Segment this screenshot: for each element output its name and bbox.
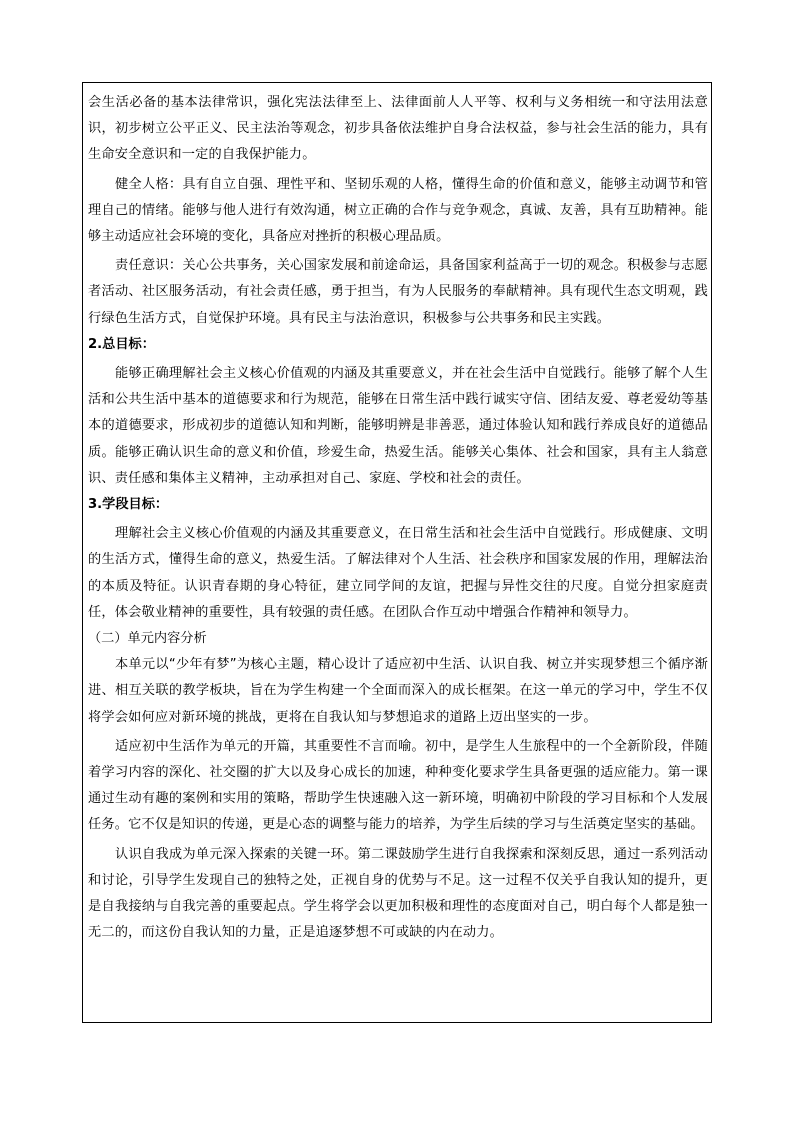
paragraph-unit-theme: 本单元以“少年有梦”为核心主题，精心设计了适应初中生活、认识自我、树立并实现梦想三个循序渐进、相互关联的教学板块，旨在为学生构建一个全面而深入的成长框架。在这一单元的学习中，学生不仅将学会如何应对新环境的挑战，更将在自我认知与梦想追求的道路上迈出坚实的一步。 bbox=[88, 657, 708, 725]
document-body bbox=[88, 90, 708, 947]
heading-overall-goal: 2.总目标： bbox=[88, 336, 155, 352]
heading-stage-goal: 3.学段目标： bbox=[88, 497, 169, 513]
paragraph-overall-goal: 能够正确理解社会主义核心价值观的内涵及其重要意义，并在社会生活中自觉践行。能够了解个人生活和公共生活中基本的道德要求和行为规范，能够在日常生活中践行诚实守信、团结友爱、尊老爱幼等基本的道德要求，形成初步的道德认知和判断，能够明辨是非善恶，通过体验认知和践行养成良好的道德品质。能够正确认识生命的意义和价值，珍爱生命，热爱生活。能够关心集体、社会和国家，具有主人翁意识、责任感和集体主义精神，主动承担对自己、家庭、学校和社会的责任。 bbox=[88, 366, 708, 486]
paragraph-law-awareness: 会生活必备的基本法律常识，强化宪法法律至上、法律面前人人平等、权利与义务相统一和守法用法意识，初步树立公平正义、民主法治等观念，初步具备依法维护自身合法权益，参与社会生活的能力，具有生命安全意识和一定的自我保护能力。 bbox=[88, 95, 708, 163]
paragraph-know-yourself: 认识自我成为单元深入探索的关键一环。第二课鼓励学生进行自我探索和深刻反思，通过一系列活动和讨论，引导学生发现自己的独特之处，正视自身的优势与不足。这一过程不仅关乎自我认知的提升，更是自我接纳与自我完善的重要起点。学生将学会以更加积极和理性的态度面对自己，明白每个人都是独一无二的，而这份自我认知的力量，正是追逐梦想不可或缺的内在动力。 bbox=[88, 846, 708, 941]
paragraph-adapt-junior-high: 适应初中生活作为单元的开篇，其重要性不言而喻。初中，是学生人生旅程中的一个全新阶段，伴随着学习内容的深化、社交圈的扩大以及身心成长的加速，种种变化要求学生具备更强的适应能力。第一课通过生动有趣的案例和实用的策略，帮助学生快速融入这一新环境，明确初中阶段的学习目标和个人发展任务。它不仅是知识的传递，更是心态的调整与能力的培养，为学生后续的学习与生活奠定坚实的基础。 bbox=[88, 738, 708, 833]
paragraph-healthy-personality: 健全人格：具有自立自强、理性平和、坚韧乐观的人格，懂得生命的价值和意义，能够主动调节和管理自己的情绪。能够与他人进行有效沟通，树立正确的合作与竞争观念，真诚、友善，具有互助精神。能够主动适应社会环境的变化，具备应对挫折的积极心理品质。 bbox=[88, 176, 708, 245]
paragraph-responsibility: 责任意识：关心公共事务，关心国家发展和前途命运，具备国家利益高于一切的观念。积极参与志愿者活动、社区服务活动，有社会责任感，勇于担当，有为人民服务的奉献精神。具有现代生态文明观，践行绿色生活方式，自觉保护环境。具有民主与法治意识，积极参与公共事务和民主实践。 bbox=[88, 258, 708, 326]
heading-unit-analysis: （二）单元内容分析 bbox=[88, 631, 207, 647]
paragraph-stage-goal: 理解社会主义核心价值观的内涵及其重要意义，在日常生活和社会生活中自觉践行。形成健康、文明的生活方式，懂得生命的意义，热爱生活。了解法律对个人生活、社会秩序和国家发展的作用，理解法治的本质及特征。认识青春期的身心特征，建立同学间的友谊，把握与异性交往的尺度。自觉分担家庭责任，体会敬业精神的重要性，具有较强的责任感。在团队合作互动中增强合作精神和领导力。 bbox=[88, 526, 708, 620]
